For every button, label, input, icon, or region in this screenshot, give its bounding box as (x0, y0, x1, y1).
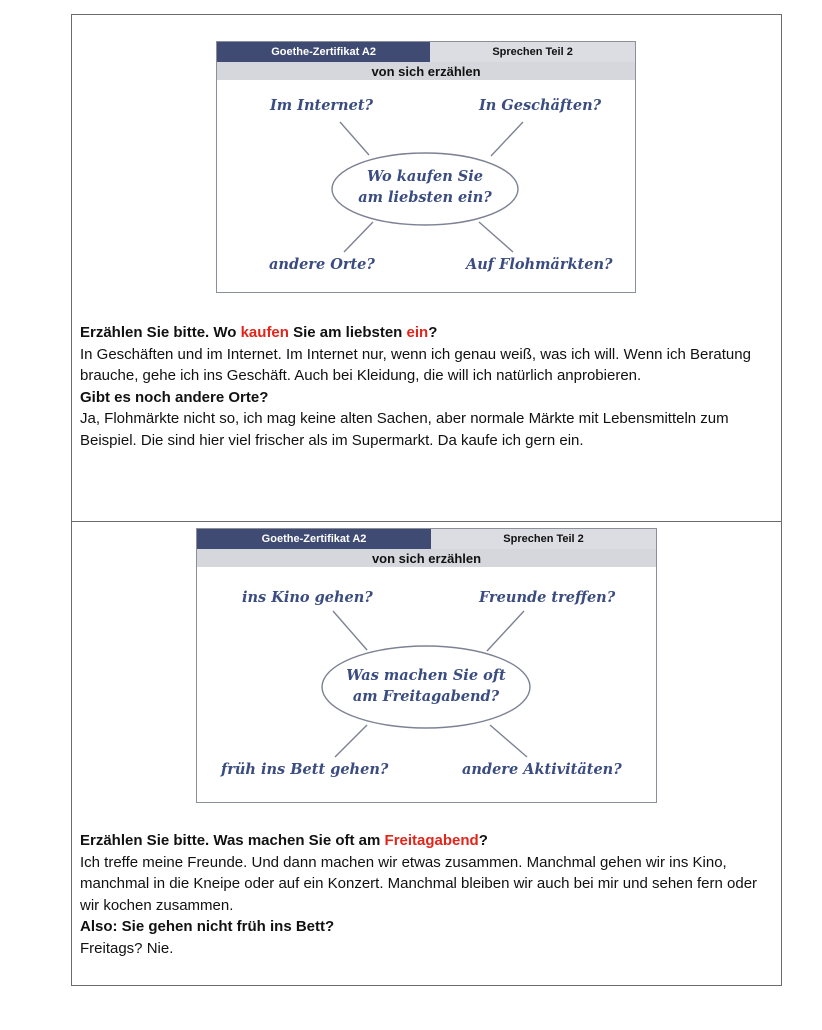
connector-bottom-left (344, 222, 373, 252)
question-text: ? (428, 324, 438, 341)
question-text: ? (478, 832, 488, 849)
center-question-line1: Wo kaufen Sie (366, 168, 484, 185)
option-top-right: In Geschäften? (479, 97, 602, 114)
connector-top-left (340, 122, 369, 155)
question-2: Gibt es noch andere Orte? (80, 388, 269, 406)
connector-top-left (333, 611, 367, 650)
highlight-word: Freitagabend (384, 832, 479, 849)
exam-card-2 (196, 528, 657, 803)
option-bottom-left: früh ins Bett gehen? (221, 761, 389, 778)
exam-card-1 (216, 41, 636, 293)
option-bottom-left: andere Orte? (269, 256, 375, 273)
center-question (321, 665, 531, 707)
card-subtitle: von sich erzählen (197, 549, 656, 567)
center-question-line2: am Freitagabend? (352, 688, 500, 705)
card-header-exam-name: Goethe-Zertifikat A2 (197, 529, 431, 549)
option-top-left: Im Internet? (270, 97, 374, 114)
connector-top-right (487, 611, 524, 651)
card-header-exam-name: Goethe-Zertifikat A2 (217, 42, 430, 62)
option-top-right: Freunde treffen? (479, 589, 616, 606)
center-question-line1: Was machen Sie oft (346, 667, 506, 684)
question-text: Erzählen Sie bitte. Was machen Sie oft am (80, 832, 385, 849)
connector-top-right (491, 122, 523, 156)
answer-1: In Geschäften und im Internet. Im Internet nur, wenn ich genau weiß, was ich will. Wenn ich Beratung brauche, gehe ich ins Geschäft. Auch bei Kleidung, die will ich natürlich anprobieren. (80, 345, 751, 384)
highlight-word: ein (406, 324, 429, 341)
answer-block-1 (80, 322, 780, 451)
question-text: Sie am liebsten (288, 324, 407, 341)
question-1 (80, 322, 780, 344)
option-bottom-right: andere Aktivitäten? (462, 761, 622, 778)
connector-bottom-right (479, 222, 513, 252)
highlight-word: kaufen (240, 324, 289, 341)
card-subtitle: von sich erzählen (217, 62, 635, 80)
question-1 (80, 830, 780, 852)
answer-1: Ich treffe meine Freunde. Und dann machen wir etwas zusammen. Manchmal gehen wir ins Kino, manchmal in die Kneipe oder auf ein Konzert. Manchmal bleiben wir auch bei mir und sehen fern oder wir kochen zusammen. (80, 853, 758, 914)
section-divider (72, 521, 781, 522)
option-top-left: ins Kino gehen? (242, 589, 373, 606)
center-question-line2: am liebsten ein? (358, 189, 492, 206)
question-text: Erzählen Sie bitte. Wo (80, 324, 241, 341)
option-bottom-right: Auf Flohmärkten? (466, 256, 613, 273)
answer-2: Freitags? Nie. (80, 939, 174, 957)
question-2: Also: Sie gehen nicht früh ins Bett? (80, 918, 335, 935)
connector-bottom-left (335, 725, 367, 757)
card-header-part: Sprechen Teil 2 (431, 529, 656, 549)
answer-block-2 (80, 830, 780, 959)
answer-2: Ja, Flohmärkte nicht so, ich mag keine alten Sachen, aber normale Märkte mit Lebensmitteln zum Beispiel. Die sind hier viel frischer als im Supermarkt. Da kaufe ich gern ein. (80, 410, 729, 449)
connector-bottom-right (490, 725, 527, 757)
center-question (335, 166, 515, 208)
card-header-part: Sprechen Teil 2 (430, 42, 635, 62)
